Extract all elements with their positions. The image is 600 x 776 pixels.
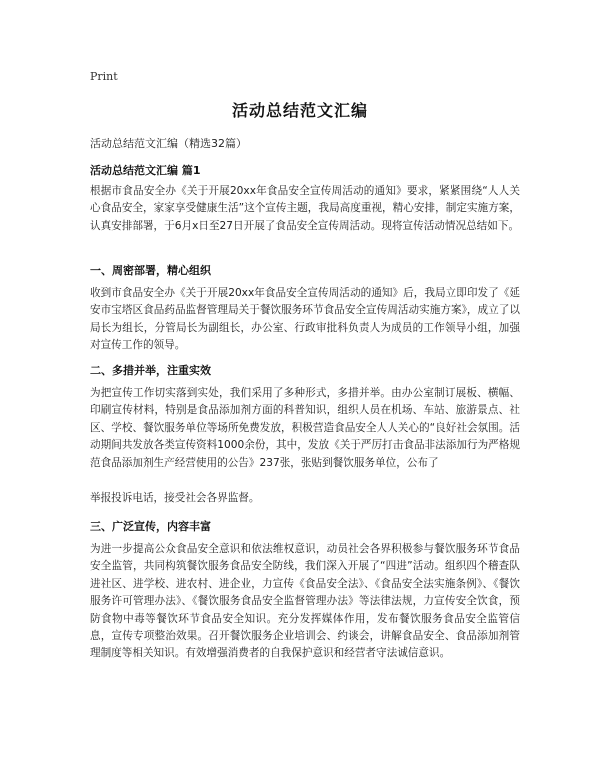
heading-1: 一、周密部署，精心组织 [90,264,211,277]
page-title: 活动总结范文汇编 [231,101,368,120]
intro-paragraph: 根据市食品安全办《关于开展20xx年食品安全宣传周活动的通知》要求，紧紧围绕“人人关心食品安全，家家享受健康生活”这个宣传主题，我局高度重视，精心安排，制定实施方案，认真安排部署，于6月x日至27日开展了食品安全宣传周活动。现将宣传活动情况总结如下。 [90,185,520,232]
section-title: 活动总结范文汇编 篇1 [90,164,201,177]
heading-2: 二、多措并举，注重实效 [90,364,211,377]
print-label[interactable]: Print [90,70,118,83]
paragraph-3: 举报投诉电话，接受社会各界监督。 [90,492,260,504]
paragraph-2: 为把宣传工作切实落到实处，我们采用了多种形式，多措并举。由办公室制订展板、横幅、印刷宣传材料，特别是食品添加剂方面的科普知识，组织人员在机场、车站、旅游景点、社区、学校、餐饮服务单位等场所免费发放，积极营造食品安全人人关心的“良好社会氛围。活动期间共发放各类宣传资料1000余份，其中，发放《关于严厉打击食品非法添加行为严格规范食品添加剂生产经营使用的公告》237张，张贴到餐饮服务单位，公布了 [90,387,520,469]
heading-3: 三、广泛宣传，内容丰富 [90,520,211,533]
paragraph-1: 收到市食品安全办《关于开展20xx年食品安全宣传周活动的通知》后，我局立即印发了《延安市宝塔区食品药品监督管理局关于餐饮服务环节食品安全宣传周活动实施方案》，成立了以局长为组长，分管局长为副组长，办公室、行政审批科负责人为成员的工作领导小组，加强对宣传工作的领导。 [90,287,520,352]
document-subtitle: 活动总结范文汇编（精选32篇） [90,137,247,150]
paragraph-4: 为进一步提高公众食品安全意识和依法维权意识，动员社会各界积极参与餐饮服务环节食品安全监管，共同构筑餐饮服务食品安全防线，我们深入开展了“四进”活动。组织四个稽查队进社区、进学校、进农村、进企业，力宣传《食品安全法》、《食品安全法实施条例》、《餐饮服务许可管理办法》、《餐饮服务食品安全监督管理办法》等法律法规，力宣传安全饮食，预防食物中毒等餐饮环节食品安全知识。充分发挥媒体作用，发布餐饮服务食品安全监管信息，宣传专项整治效果。召开餐饮服务企业培训会、约谈会，讲解食品安全、食品添加剂管理制度等相关知识。有效增强消费者的自我保护意识和经营者守法诚信意识。 [90,543,520,660]
